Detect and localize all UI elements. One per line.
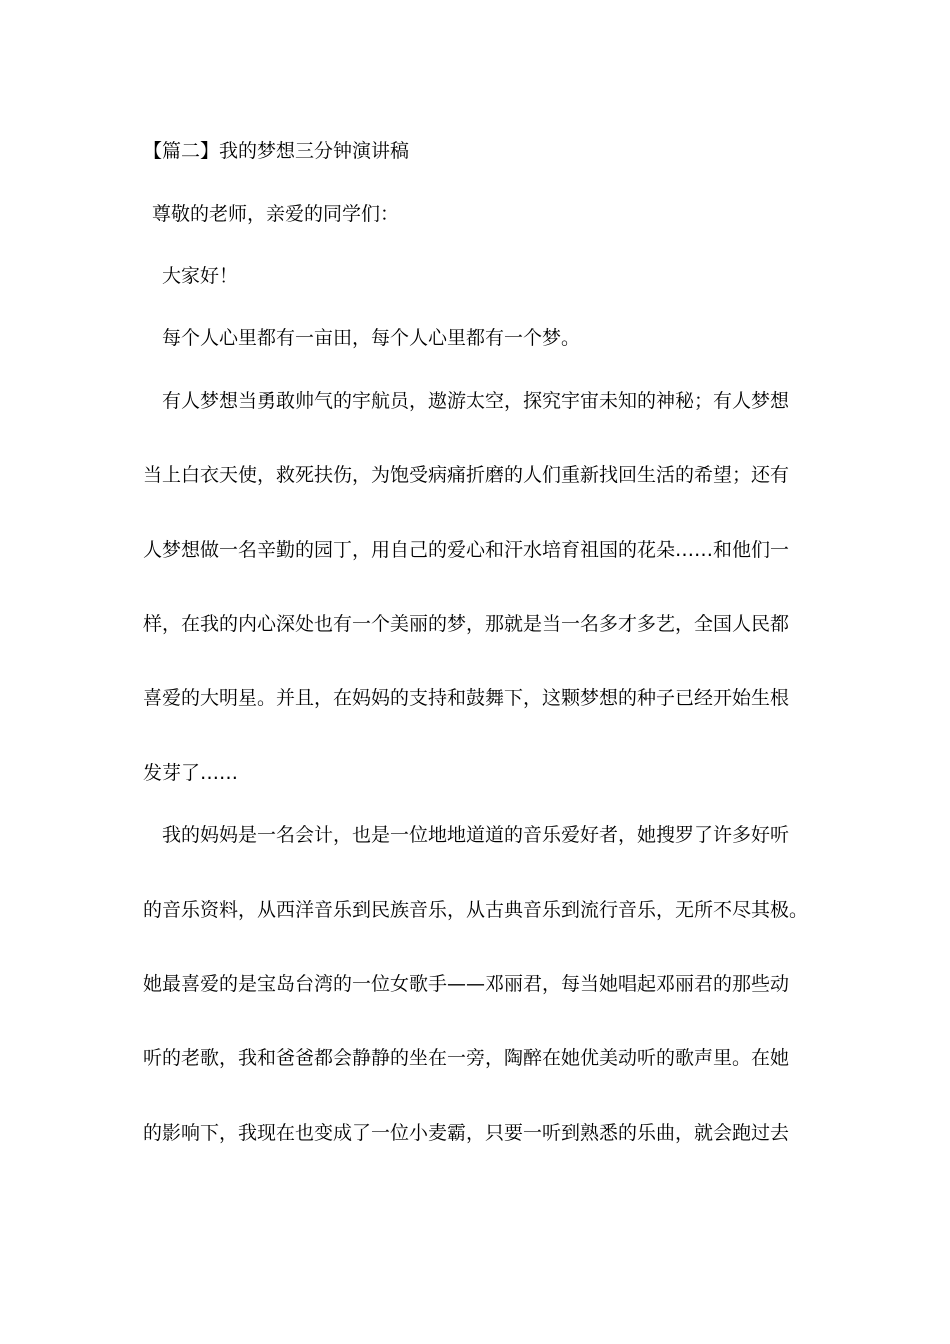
paragraph-3-line: 听的老歌，我和爸爸都会静静的坐在一旁，陶醉在她优美动听的歌声里。在她 — [143, 1047, 790, 1069]
paragraph-3-line: 的音乐资料，从西洋音乐到民族音乐，从古典音乐到流行音乐，无所不尽其极。 — [143, 899, 809, 921]
paragraph-2-line: 人梦想做一名辛勤的园丁，用自己的爱心和汗水培育祖国的花朵……和他们一 — [143, 539, 790, 561]
paragraph-3-line: 我的妈妈是一名会计，也是一位地地道道的音乐爱好者，她搜罗了许多好听 — [162, 824, 790, 846]
paragraph-1: 每个人心里都有一亩田，每个人心里都有一个梦。 — [162, 327, 581, 349]
paragraph-2-line: 发芽了…… — [143, 762, 239, 784]
salutation: 尊敬的老师，亲爱的同学们： — [152, 203, 400, 225]
paragraph-2-line: 样，在我的内心深处也有一个美丽的梦，那就是当一名多才多艺，全国人民都 — [143, 613, 790, 635]
greeting: 大家好！ — [162, 265, 239, 287]
paragraph-3-line: 她最喜爱的是宝岛台湾的一位女歌手——邓丽君，每当她唱起邓丽君的那些动 — [143, 973, 790, 995]
paragraph-2-line: 当上白衣天使，救死扶伤，为饱受病痛折磨的人们重新找回生活的希望；还有 — [143, 464, 790, 486]
paragraph-2-line: 喜爱的大明星。并且，在妈妈的支持和鼓舞下，这颗梦想的种子已经开始生根 — [143, 687, 790, 709]
paragraph-3-line: 的影响下，我现在也变成了一位小麦霸，只要一听到熟悉的乐曲，就会跑过去 — [143, 1122, 790, 1144]
paragraph-2-line: 有人梦想当勇敢帅气的宇航员，遨游太空，探究宇宙未知的神秘；有人梦想 — [162, 390, 790, 412]
document-title: 【篇二】我的梦想三分钟演讲稿 — [143, 140, 410, 162]
